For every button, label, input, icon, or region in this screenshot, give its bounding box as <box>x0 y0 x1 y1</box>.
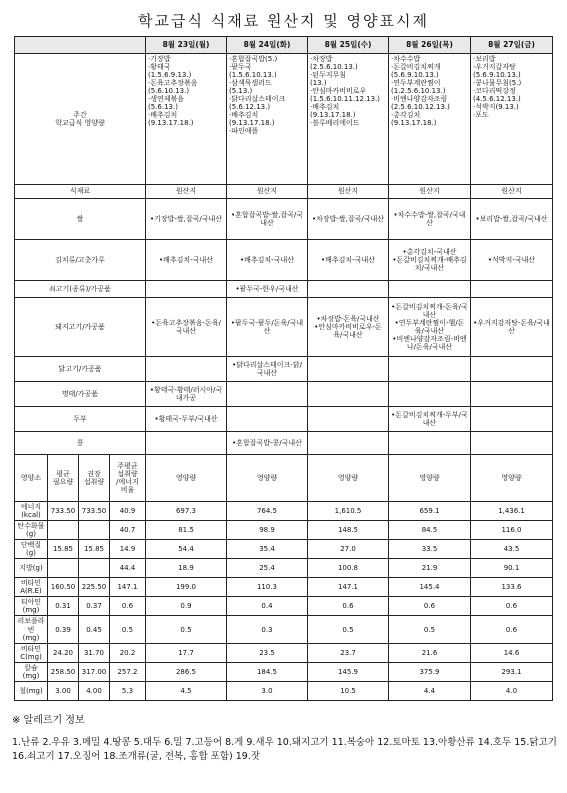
nutrition-header: 주평균 섭취량 /에너지 비율 <box>110 455 146 502</box>
avg-requirement: 15.85 <box>48 540 79 559</box>
origin-header-value: 원산지 <box>389 185 471 199</box>
day-header: 8월 24일(화) <box>227 37 308 54</box>
daily-value: 54.4 <box>146 540 227 559</box>
origin-cell <box>146 357 227 382</box>
menu-item: ·삼색묵샐러드 (5.13.) <box>229 79 272 96</box>
daily-value: 286.5 <box>146 662 227 681</box>
day-header: 8월 26일(목) <box>389 37 471 54</box>
origin-cell: •팥두국-팥두/돈육/국내산 <box>227 298 308 357</box>
origin-cell <box>308 407 389 432</box>
daily-value: 0.3 <box>227 616 308 643</box>
weekly-average: 0.6 <box>110 597 146 616</box>
menu-item: ·된두지무침 (13.) <box>310 71 347 88</box>
menu-item: ·팥두국 (1.5.6.10.13.) <box>229 63 277 80</box>
day-header: 8월 27일(금) <box>471 37 553 54</box>
daily-value: 81.5 <box>146 521 227 540</box>
origin-cell: •혼합잡곡밥-콩/국내산 <box>227 432 308 455</box>
daily-value: 293.1 <box>471 662 553 681</box>
menu-item: ·차장밥 (2.5.6.10.13.) <box>310 55 358 72</box>
nutrition-header: 영양소 <box>15 455 48 502</box>
daily-value: 184.5 <box>227 662 308 681</box>
origin-row-label: 김치류/고춧가루 <box>15 240 146 281</box>
daily-value: 21.6 <box>389 643 471 662</box>
nutrition-header: 평균 필요량 <box>48 455 79 502</box>
menu-item: ·안심마카비비로우(1.5.6.10.11.12.13.) <box>310 87 381 104</box>
day-menu <box>308 54 389 185</box>
daily-value: 0.6 <box>389 597 471 616</box>
nutrient-name: 티아민(mg) <box>15 597 48 616</box>
origin-cell <box>389 281 471 298</box>
allergy-title: ※ 알레르기 정보 <box>12 715 85 726</box>
origin-header-value: 원산지 <box>308 185 389 199</box>
avg-requirement: 24.20 <box>48 643 79 662</box>
daily-value: 133.6 <box>471 578 553 597</box>
origin-cell: •차장밥-돈육/국내산 •안심마카비비로우-돈육/국내산 <box>308 298 389 357</box>
weekly-average: 44.4 <box>110 559 146 578</box>
origin-cell: •혼합잡곡밥-쌀,잡곡/국내산 <box>227 199 308 240</box>
recommended-intake: 0.45 <box>79 616 110 643</box>
origin-cell <box>308 281 389 298</box>
menu-item: ·혼합잡곡밥(5.) <box>229 55 278 63</box>
weekly-average: 257.2 <box>110 662 146 681</box>
origin-header-value: 원산지 <box>471 185 553 199</box>
daily-value: 659.1 <box>389 502 471 521</box>
origin-row-label: 명태/가공품 <box>15 382 146 407</box>
daily-value: 4.0 <box>471 681 553 700</box>
daily-value: 90.1 <box>471 559 553 578</box>
origin-cell: •돈육고추장볶음-돈육/국내산 <box>146 298 227 357</box>
daily-value: 0.5 <box>308 616 389 643</box>
avg-requirement: 733.50 <box>48 502 79 521</box>
origin-header-value: 원산지 <box>227 185 308 199</box>
daily-value: 1,610.5 <box>308 502 389 521</box>
daily-value: 100.8 <box>308 559 389 578</box>
weekly-average: 5.3 <box>110 681 146 700</box>
daily-value: 148.5 <box>308 521 389 540</box>
daily-value: 145.4 <box>389 578 471 597</box>
daily-value: 33.5 <box>389 540 471 559</box>
origin-cell: •배추김치-국내산 <box>227 240 308 281</box>
nutrient-name: 지방(g) <box>15 559 48 578</box>
nutrition-header: 영양량 <box>146 455 227 502</box>
origin-cell <box>471 407 553 432</box>
recommended-intake: 0.37 <box>79 597 110 616</box>
nutrient-name: 단백질(g) <box>15 540 48 559</box>
page-title: 학교급식 식재료 원산지 및 영양표시제 <box>138 12 429 30</box>
origin-cell: •차수수밥-쌀,잡곡/국내산 <box>389 199 471 240</box>
nutrient-name: 리보플라빈 (mg) <box>15 616 48 643</box>
menu-item: ·블루베리에이드 <box>310 119 360 128</box>
daily-value: 0.9 <box>146 597 227 616</box>
daily-value: 199.0 <box>146 578 227 597</box>
daily-value: 764.5 <box>227 502 308 521</box>
daily-value: 23.5 <box>227 643 308 662</box>
origin-row-label: 두부 <box>15 407 146 432</box>
daily-value: 4.4 <box>389 681 471 700</box>
daily-value: 0.6 <box>471 616 553 643</box>
daily-value: 18.9 <box>146 559 227 578</box>
recommended-intake <box>79 521 110 540</box>
nutrition-header: 영양량 <box>308 455 389 502</box>
menu-item: ·닭다리살스테이크(5.6.12.13.) <box>229 95 286 112</box>
daily-value: 43.5 <box>471 540 553 559</box>
menu-item: ·코다리떡강정 (4.5.6.12.13.) <box>473 87 521 104</box>
origin-cell: •닭다리살스테이크-닭/국내산 <box>227 357 308 382</box>
origin-cell <box>227 382 308 407</box>
menu-item: ·기장밥 <box>148 55 171 63</box>
origin-cell <box>146 281 227 298</box>
origin-cell <box>308 357 389 382</box>
menu-label: 주간 학교급식 영양량 <box>15 54 146 185</box>
recommended-intake: 31.70 <box>79 643 110 662</box>
nutrition-header: 영양량 <box>389 455 471 502</box>
weekly-average: 20.2 <box>110 643 146 662</box>
recommended-intake <box>79 559 110 578</box>
weekly-average: 40.7 <box>110 521 146 540</box>
avg-requirement: 3.00 <box>48 681 79 700</box>
menu-item: ·파인애플 <box>229 127 259 136</box>
nutrient-name: 탄수화물(g) <box>15 521 48 540</box>
nutrition-header: 권장 섭취량 <box>79 455 110 502</box>
recommended-intake: 225.50 <box>79 578 110 597</box>
menu-item: ·콩나물무침(5.) <box>473 79 522 88</box>
daily-value: 697.3 <box>146 502 227 521</box>
menu-item: ·비엔나양감자조림 (2.5.6.10.12.13.) <box>391 95 450 112</box>
weekly-average: 0.5 <box>110 616 146 643</box>
weekly-average: 147.1 <box>110 578 146 597</box>
menu-item: ·배추김치 (9.13.17.18.) <box>148 111 194 128</box>
menu-item: ·생연제볶음 (5.6.13.) <box>148 95 185 112</box>
origin-row-label: 콩 <box>15 432 146 455</box>
avg-requirement <box>48 521 79 540</box>
menu-item: ·황태국 (1.5.6.9.13.) <box>148 63 192 80</box>
menu-item: ·우거지갈자탕 (5.6.9.10.13.) <box>473 63 521 80</box>
origin-cell: •돈갈비김치찌개-돈육/국내산 •연두부계란찜이-햄/돈육/국내산 •비엔나양감자조림-비엔나/돈육/국내산 <box>389 298 471 357</box>
day-menu <box>389 54 471 185</box>
daily-value: 98.9 <box>227 521 308 540</box>
daily-value: 27.0 <box>308 540 389 559</box>
nutrient-name: 비타민A(R.E) <box>15 578 48 597</box>
daily-value: 21.9 <box>389 559 471 578</box>
origin-cell: •황태국-황태/러시아/국내가공 <box>146 382 227 407</box>
nutrient-name: 비타민C(mg) <box>15 643 48 662</box>
header-corner <box>15 37 146 54</box>
daily-value: 110.3 <box>227 578 308 597</box>
meal-table <box>14 36 553 701</box>
daily-value: 84.5 <box>389 521 471 540</box>
daily-value: 375.9 <box>389 662 471 681</box>
menu-item: ·배추김치 (9.13.17.18.) <box>229 111 275 128</box>
daily-value: 17.7 <box>146 643 227 662</box>
daily-value: 145.9 <box>308 662 389 681</box>
avg-requirement: 258.50 <box>48 662 79 681</box>
menu-item: ·배추김치 (9.13.17.18.) <box>310 103 356 120</box>
nutrient-name: 칼슘(mg) <box>15 662 48 681</box>
daily-value: 35.4 <box>227 540 308 559</box>
origin-cell: •황태국-두부/국내산 <box>146 407 227 432</box>
avg-requirement: 0.39 <box>48 616 79 643</box>
day-header: 8월 25일(수) <box>308 37 389 54</box>
avg-requirement: 0.31 <box>48 597 79 616</box>
menu-item: ·보리밥 <box>473 55 496 63</box>
origin-cell <box>308 382 389 407</box>
origin-cell: •팥두국-한우/국내산 <box>227 281 308 298</box>
origin-row-label: 쇠고기(종류)/가공품 <box>15 281 146 298</box>
avg-requirement <box>48 559 79 578</box>
origin-cell <box>227 407 308 432</box>
day-menu <box>146 54 227 185</box>
origin-cell: •기장밥-쌀,잡곡/국내산 <box>146 199 227 240</box>
daily-value: 3.0 <box>227 681 308 700</box>
origin-cell <box>389 357 471 382</box>
daily-value: 0.5 <box>146 616 227 643</box>
origin-cell: •배추김치-국내산 <box>146 240 227 281</box>
menu-item: ·연두부계란찜이 (1.2.5.6.10.13.) <box>391 79 446 96</box>
recommended-intake: 317.00 <box>79 662 110 681</box>
origin-cell <box>471 382 553 407</box>
origin-cell: •우거지감자탕-돈육/국내산 <box>471 298 553 357</box>
daily-value: 116.0 <box>471 521 553 540</box>
origin-cell <box>471 357 553 382</box>
nutrient-name: 철(mg) <box>15 681 48 700</box>
origin-row-label: 쌀 <box>15 199 146 240</box>
origin-cell <box>146 432 227 455</box>
allergy-body: 1.난류 2.우유 3.메밀 4.땅콩 5.대두 6.밀 7.고등어 8.게 9.새우 10.돼지고기 11.복숭아 12.토마토 13.아황산류 14.호두 15.닭고기 16.쇠고기 17.오징어 18.조개류(굴, 전복, 홍합 포함) 19.잣 <box>12 737 557 762</box>
origin-cell: •돈갈비김치찌개-두부/국내산 <box>389 407 471 432</box>
origin-cell <box>471 281 553 298</box>
daily-value: 23.7 <box>308 643 389 662</box>
daily-value: 0.6 <box>471 597 553 616</box>
origin-cell: •보리밥-쌀,잡곡/국내산 <box>471 199 553 240</box>
daily-value: 0.6 <box>308 597 389 616</box>
origin-cell: •배추김치-국내산 <box>308 240 389 281</box>
day-menu <box>471 54 553 185</box>
origin-header-label: 식재료 <box>15 185 146 199</box>
nutrient-name: 에너지(kcal) <box>15 502 48 521</box>
menu-item: ·포도 <box>473 111 489 120</box>
day-menu <box>227 54 308 185</box>
origin-row-label: 닭고기/가공품 <box>15 357 146 382</box>
weekly-average: 14.9 <box>110 540 146 559</box>
daily-value: 25.4 <box>227 559 308 578</box>
recommended-intake: 4.00 <box>79 681 110 700</box>
menu-item: ·총각김치 (9.13.17.18.) <box>391 111 437 128</box>
daily-value: 1,436.1 <box>471 502 553 521</box>
menu-item: ·석박지(9.13.) <box>473 103 519 112</box>
origin-cell <box>389 382 471 407</box>
origin-cell <box>471 432 553 455</box>
menu-item: ·돈육고추장볶음(5.6.10.13.) <box>148 79 198 96</box>
nutrition-header: 영양량 <box>471 455 553 502</box>
daily-value: 14.6 <box>471 643 553 662</box>
origin-header-value: 원산지 <box>146 185 227 199</box>
daily-value: 147.1 <box>308 578 389 597</box>
origin-cell: •차장밥-쌀,잡곡/국내산 <box>308 199 389 240</box>
daily-value: 10.5 <box>308 681 389 700</box>
origin-row-label: 돼지고기/가공품 <box>15 298 146 357</box>
nutrition-header: 영양량 <box>227 455 308 502</box>
menu-item: ·돈갈비김치찌개 (5.6.9.10.13.) <box>391 63 441 80</box>
origin-cell <box>308 432 389 455</box>
daily-value: 0.4 <box>227 597 308 616</box>
weekly-average: 40.9 <box>110 502 146 521</box>
daily-value: 4.5 <box>146 681 227 700</box>
menu-item: ·차수수밥 <box>391 55 421 63</box>
origin-cell: •총각김치-국내산 •돈갈비김치찌개-배추김치/국내산 <box>389 240 471 281</box>
recommended-intake: 733.50 <box>79 502 110 521</box>
avg-requirement: 160.50 <box>48 578 79 597</box>
day-header: 8월 23일(월) <box>146 37 227 54</box>
origin-cell: •석박지-국내산 <box>471 240 553 281</box>
origin-cell <box>389 432 471 455</box>
recommended-intake: 15.85 <box>79 540 110 559</box>
daily-value: 0.5 <box>389 616 471 643</box>
